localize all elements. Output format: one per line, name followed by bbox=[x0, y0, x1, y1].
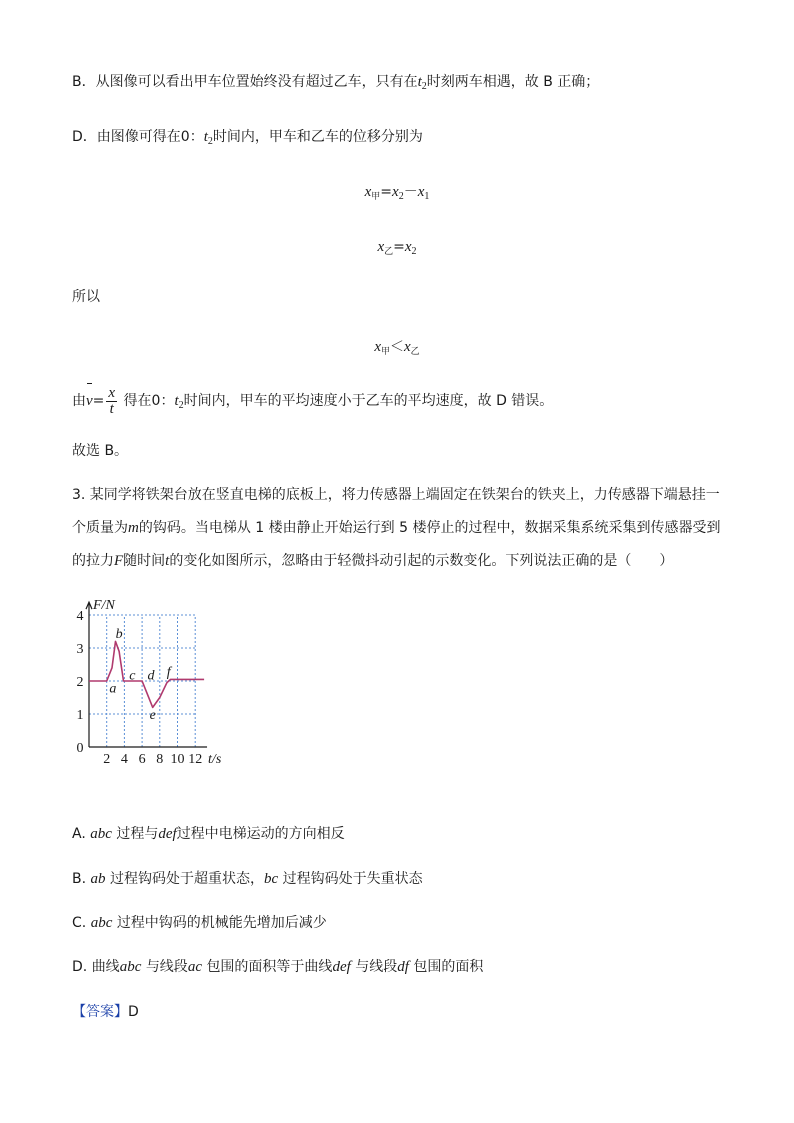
equation-2 bbox=[0, 237, 794, 262]
point-label-d: d bbox=[147, 668, 155, 684]
option-label: B. bbox=[72, 871, 87, 887]
var-F: F bbox=[114, 553, 124, 569]
option-text: 包围的面积 bbox=[413, 959, 484, 975]
var-m: m bbox=[128, 520, 139, 536]
solution-average-velocity bbox=[72, 384, 553, 423]
segment-name: abc bbox=[90, 826, 112, 842]
origin-label: 0 bbox=[76, 741, 84, 756]
solution-b-suffix: 时刻两车相遇，故 B 正确； bbox=[426, 74, 600, 90]
option-text: 包围的面积等于曲线 bbox=[206, 959, 333, 975]
segment-name: abc bbox=[90, 915, 113, 931]
point-label-f: f bbox=[166, 665, 171, 681]
answer-value: D bbox=[128, 1004, 139, 1020]
equals: = bbox=[393, 239, 405, 255]
solution-d-text: D．由图像可得在 bbox=[72, 129, 181, 145]
answer-tag: 【答案】 bbox=[72, 1004, 128, 1020]
var-x: x bbox=[374, 339, 381, 355]
option-label: D. bbox=[72, 959, 88, 975]
option-text: 过程中电梯运动的方向相反 bbox=[176, 826, 345, 842]
question-text: 3. 某同学将铁架台放在竖直电梯的底板上，将力传感器上端固定在铁架台的铁夹上，力传感器下端悬挂一个质量为 bbox=[72, 487, 720, 536]
range-start: 0： bbox=[151, 393, 175, 409]
conclusion-text: 故选 B。 bbox=[72, 443, 129, 459]
subscript: 2 bbox=[398, 191, 404, 202]
point-label-e: e bbox=[149, 708, 156, 723]
x-axis-label: t/s bbox=[208, 752, 222, 767]
subscript: 甲 bbox=[380, 347, 390, 357]
range-start: 0： bbox=[180, 129, 204, 145]
option-a[interactable] bbox=[72, 824, 345, 844]
option-text: 过程中钩码的机械能先增加后减少 bbox=[116, 915, 327, 931]
subscript: 乙 bbox=[384, 247, 394, 257]
question-text: 的钩码。当电梯从 1 楼由静止开始运行到 5 楼停止的过程中，数据采集系统采集到传感器受到的拉力 bbox=[72, 520, 721, 569]
y-axis-label: F/N bbox=[93, 598, 115, 614]
fraction-denominator: t bbox=[109, 400, 114, 417]
point-label-b: b bbox=[115, 627, 123, 643]
var-x: x bbox=[404, 339, 411, 355]
fraction-numerator: x bbox=[108, 384, 116, 401]
answer-line bbox=[72, 1002, 139, 1022]
solution-d-suffix: 时间内，甲车和乙车的位移分别为 bbox=[212, 129, 423, 145]
point-label-c: c bbox=[129, 668, 136, 684]
equation-1 bbox=[0, 182, 794, 207]
option-b[interactable] bbox=[72, 869, 423, 889]
equation-3 bbox=[0, 337, 794, 362]
segment-name: ab bbox=[90, 871, 106, 887]
option-text: 过程与 bbox=[116, 826, 159, 842]
x-tick-label: 4 bbox=[120, 752, 128, 767]
option-c[interactable] bbox=[72, 913, 327, 933]
you-text: 由 bbox=[72, 393, 86, 409]
y-tick-label: 4 bbox=[76, 609, 84, 624]
subscript: 乙 bbox=[410, 347, 420, 357]
equals: = bbox=[380, 184, 393, 200]
segment-name: bc bbox=[263, 871, 279, 887]
segment-name: def bbox=[158, 826, 177, 842]
var-x: x bbox=[417, 184, 425, 200]
var-x: x bbox=[392, 184, 399, 200]
subscript: 甲 bbox=[371, 192, 381, 202]
option-label: C. bbox=[72, 915, 87, 931]
segment-name: df bbox=[397, 959, 409, 975]
subscript: 1 bbox=[424, 191, 430, 202]
var-x: x bbox=[404, 239, 412, 255]
option-text: 与线段 bbox=[355, 959, 398, 975]
solution-line-b bbox=[72, 72, 599, 97]
subscript: 2 bbox=[207, 136, 213, 147]
option-d[interactable] bbox=[72, 957, 483, 977]
option-text: 与线段 bbox=[145, 959, 188, 975]
question-text: 的变化如图所示，忽略由于轻微抖动引起的示数变化。下列说法正确的是（ ） bbox=[169, 553, 674, 569]
option-label: A. bbox=[72, 826, 86, 842]
solution-d-conclusion: 时间内，甲车的平均速度小于乙车的平均速度，故 D 错误。 bbox=[183, 393, 554, 409]
segment-name: abc bbox=[119, 959, 142, 975]
var-t: t bbox=[417, 74, 422, 90]
question-3 bbox=[72, 479, 727, 578]
x-tick-label: 10 bbox=[170, 752, 185, 767]
segment-name: def bbox=[332, 959, 351, 975]
de-text: 得在 bbox=[123, 393, 152, 409]
subscript: 2 bbox=[421, 81, 427, 92]
point-label-a: a bbox=[109, 681, 117, 697]
y-tick-label: 1 bbox=[76, 708, 84, 723]
var-v-bar: v bbox=[86, 384, 93, 418]
solution-b-text: B．从图像可以看出甲车位置始终没有超过乙车，只有在 bbox=[72, 74, 418, 90]
subscript: 2 bbox=[411, 246, 417, 257]
var-t: t bbox=[174, 393, 179, 409]
suoyi-text: 所以 bbox=[72, 289, 100, 305]
fraction-x-over-t bbox=[106, 386, 117, 417]
x-tick-label: 6 bbox=[138, 752, 146, 767]
var-t: t bbox=[165, 553, 170, 569]
var-x: x bbox=[377, 239, 385, 255]
var-x: x bbox=[364, 184, 372, 200]
solution-line-d bbox=[72, 127, 423, 152]
question-text: 随时间 bbox=[123, 553, 166, 569]
equals: = bbox=[92, 393, 105, 409]
option-text: 过程钩码处于失重状态 bbox=[282, 871, 423, 887]
x-tick-label: 2 bbox=[103, 752, 111, 767]
option-text: 曲线 bbox=[91, 959, 120, 975]
less-than: ＜ bbox=[390, 339, 404, 355]
x-tick-label: 12 bbox=[188, 752, 203, 767]
x-tick-label: 8 bbox=[156, 752, 164, 767]
force-time-chart bbox=[72, 590, 262, 770]
var-t: t bbox=[203, 129, 208, 145]
option-text: 过程钩码处于超重状态， bbox=[109, 871, 264, 887]
segment-name: ac bbox=[187, 959, 202, 975]
y-tick-label: 2 bbox=[76, 675, 84, 690]
y-tick-label: 3 bbox=[76, 642, 84, 657]
subscript: 2 bbox=[178, 400, 184, 411]
minus: － bbox=[403, 184, 418, 200]
